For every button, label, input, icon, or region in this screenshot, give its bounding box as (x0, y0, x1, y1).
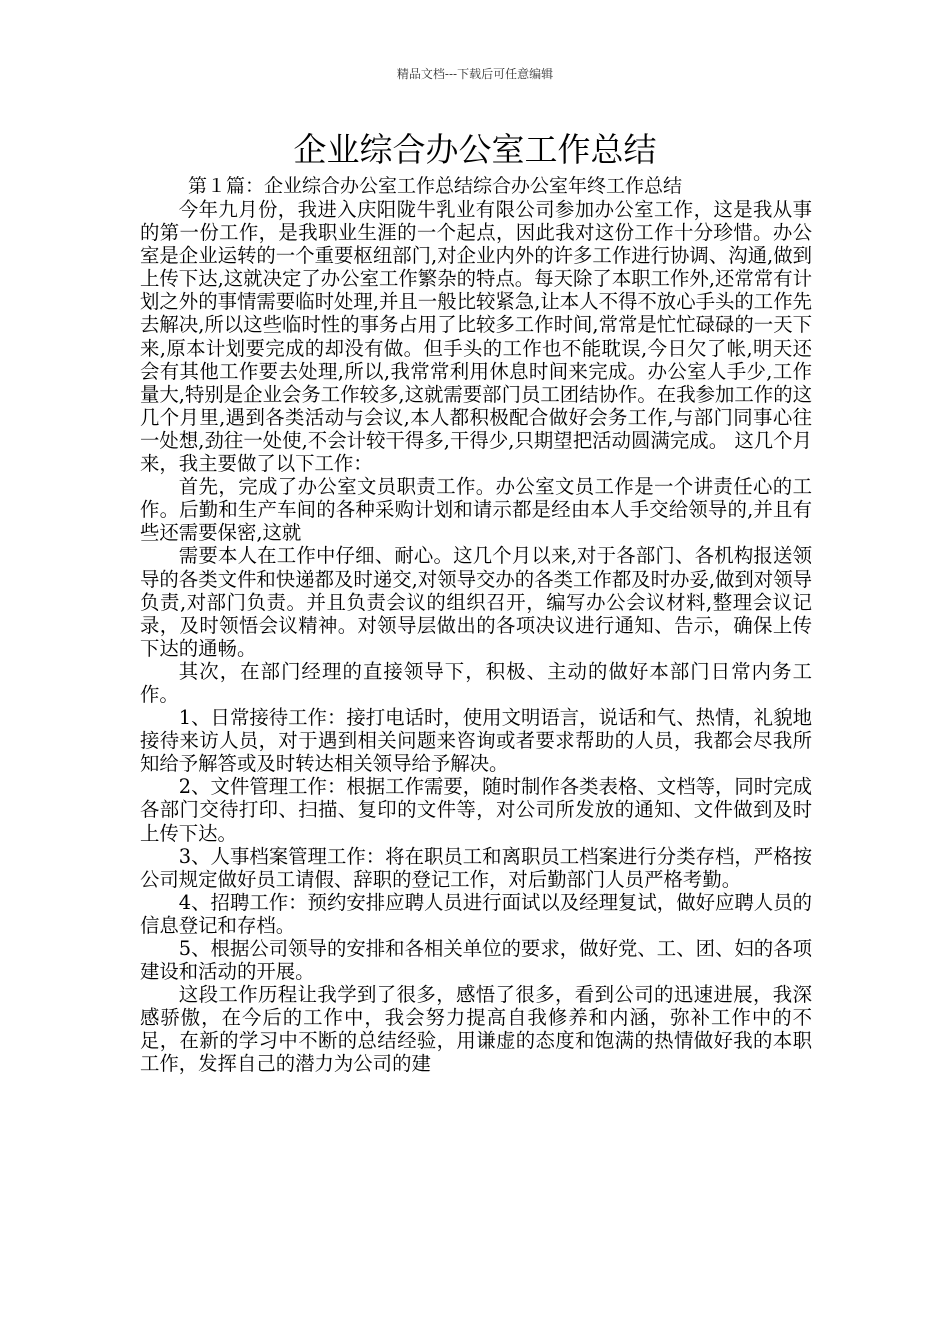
body-paragraph: 需要本人在工作中仔细、耐心。这几个月以来,对于各部门、各机构报送领导的各类文件和快递都及时递交,对领导交办的各类工作都及时办妥,做到对领导负责,对部门负责。并且负责会议的组织召开，编写办公会议材料,整理会议记录，及时领悟会议精神。对领导层做出的各项决议进行通知、告示，确保上传下达的通畅。 (140, 544, 812, 660)
body-paragraph: 今年九月份，我进入庆阳陇牛乳业有限公司参加办公室工作，这是我从事的第一份工作，是我职业生涯的一个起点，因此我对这份工作十分珍惜。办公室是企业运转的一个重要枢纽部门,对企业内外的许多工作进行协调、沟通,做到上传下达,这就决定了办公室工作繁杂的特点。每天除了本职工作外,还常常有计划之外的事情需要临时处理,并且一般比较紧急,让本人不得不放心手头的工作先去解决,所以这些临时性的事务占用了比较多工作时间,常常是忙忙碌碌的一天下来,原本计划要完成的却没有做。但手头的工作也不能耽误,今日欠了帐,明天还会有其他工作要去处理,所以,我常常利用休息时间来完成。办公室人手少,工作量大,特别是企业会务工作较多,这就需要部门员工团结协作。在我参加工作的这几个月里,遇到各类活动与会议,本人都积极配合做好会务工作,与部门同事心往一处想,劲往一处使,不会计较干得多,干得少,只期望把活动圆满完成。 这几个月来，我主要做了以下工作： (140, 198, 812, 476)
list-item-paragraph: 5、根据公司领导的安排和各相关单位的要求，做好党、工、团、妇的各项建设和活动的开展。 (140, 937, 812, 984)
list-item-paragraph: 1、日常接待工作：接打电话时，使用文明语言，说话和气、热情，礼貌地接待来访人员，对于遇到相关问题来咨询或者要求帮助的人员，我都会尽我所知给予解答或及时转达相关领导给予解决。 (140, 706, 812, 776)
document-body (140, 198, 812, 1076)
body-paragraph: 这段工作历程让我学到了很多，感悟了很多，看到公司的迅速进展，我深感骄傲，在今后的工作中，我会努力提高自我修养和内涵，弥补工作中的不足，在新的学习中不断的总结经验，用谦虚的态度和饱满的热情做好我的本职工作，发挥自己的潜力为公司的建 (140, 983, 812, 1076)
document-subtitle: 第１篇：企业综合办公室工作总结综合办公室年终工作总结 (188, 175, 683, 197)
list-item-paragraph: 4、招聘工作：预约安排应聘人员进行面试以及经理复试，做好应聘人员的信息登记和存档。 (140, 890, 812, 937)
running-header: 精品文档---下载后可任意编辑 (396, 67, 554, 81)
document-title: 企业综合办公室工作总结 (293, 130, 657, 169)
list-item-paragraph: 3、人事档案管理工作：将在职员工和离职员工档案进行分类存档，严格按公司规定做好员工请假、辞职的登记工作，对后勤部门人员严格考勤。 (140, 844, 812, 891)
body-paragraph: 其次，在部门经理的直接领导下，积极、主动的做好本部门日常内务工作。 (140, 659, 812, 706)
body-paragraph: 首先，完成了办公室文员职责工作。办公室文员工作是一个讲责任心的工作。后勤和生产车间的各种采购计划和请示都是经由本人手交给领导的,并且有些还需要保密,这就 (140, 475, 812, 545)
list-item-paragraph: 2、文件管理工作：根据工作需要，随时制作各类表格、文档等，同时完成各部门交待打印、扫描、复印的文件等，对公司所发放的通知、文件做到及时上传下达。 (140, 775, 812, 845)
